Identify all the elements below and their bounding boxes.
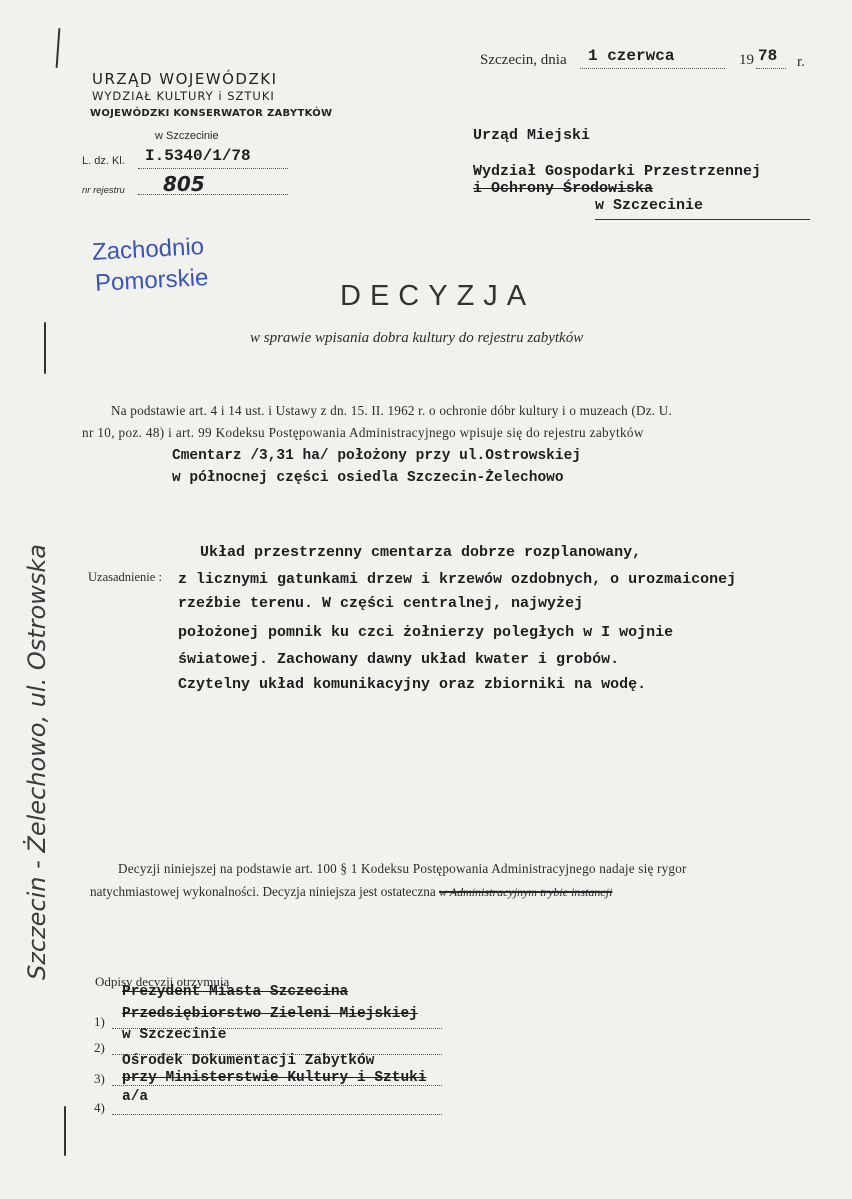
copies-number-2: 2) (94, 1040, 105, 1055)
date-prefix: Szczecin, dnia (480, 52, 567, 68)
register-label: nr rejestru (82, 185, 125, 196)
copies-entry-1: Prezydent Miasta Szczecina (122, 984, 349, 1000)
recipient-line2: Wydział Gospodarki Przestrzennej (473, 163, 762, 180)
rigor-line2 (90, 884, 612, 900)
copies-number-4: 4) (94, 1100, 105, 1115)
copies-entry-2: Przedsiębiorstwo Zieleni Miejskiej (122, 1006, 418, 1022)
justification-line4: światowej. Zachowany dawny układ kwater i grobów. (178, 651, 620, 668)
date-year-prefix: 19 (739, 52, 754, 68)
object-line2: w północnej części osiedla Szczecin-Żelechowo (172, 470, 564, 486)
rigor-line2-start: natychmiastowej wykonalności. Decyzja niniejsza jest ostateczna (90, 884, 436, 899)
copies-line-4 (112, 1114, 442, 1115)
overlay-stamp-line1: Zachodnio (91, 233, 205, 266)
sender-line2: WYDZIAŁ KULTURY i SZTUKI (92, 89, 275, 103)
copies-number-3: 3) (94, 1071, 105, 1086)
margin-handwritten-note: Szczecin - Żelechowo, ul. Ostrowska (23, 544, 51, 980)
margin-mark-middle (44, 322, 46, 374)
document-subtitle: w sprawie wpisania dobra kultury do rejestru zabytków (250, 330, 584, 346)
document-title: DECYZJA (340, 280, 536, 312)
justification-line1: Układ przestrzenny cmentarza dobrze rozplanowany, (200, 544, 642, 561)
copies-heading: Odpisy decyzji otrzymują (95, 974, 230, 989)
copies-entry-3: w Szczecinie (122, 1027, 227, 1043)
legal-basis-line2: nr 10, poz. 48) i art. 99 Kodeksu Postępowania Administracyjnego wpisuje się do rejestru zabytków (82, 425, 644, 440)
sender-line3: WOJEWÓDZKI KONSERWATOR ZABYTKÓW (90, 108, 333, 119)
copies-entry-4: Ośrodek Dokumentacji Zabytków (122, 1053, 375, 1069)
justification-line2: z licznymi gatunkami drzew i krzewów ozdobnych, o urozmaiconej rzeźbie terenu. W części centralnej, najwyżej (178, 571, 737, 612)
justification-line5: Czytelny układ komunikacyjny oraz zbiorniki na wodę. (178, 676, 647, 693)
sender-line4: w Szczecinie (155, 130, 219, 142)
legal-basis-line1: Na podstawie art. 4 i 14 ust. i Ustawy z dn. 15. II. 1962 r. o ochronie dóbr kultury i o muzeach (Dz. U. (111, 403, 673, 418)
margin-mark-bottom (64, 1106, 66, 1156)
rigor-line1: Decyzji niniejszej na podstawie art. 100 § 1 Kodeksu Postępowania Administracyjnego nadaje się rygor (118, 861, 687, 876)
copies-number-1: 1) (94, 1014, 105, 1029)
copies-entry-6: a/a (122, 1089, 149, 1105)
register-value: 805 (163, 172, 205, 196)
justification-label: Uzasadnienie : (88, 570, 162, 584)
date-underline (580, 68, 725, 69)
date-year-suffix: 78 (758, 47, 778, 65)
date-year-r: r. (797, 54, 805, 70)
recipient-line3: i Ochrony Środowiska (473, 180, 654, 197)
recipient-underline (595, 219, 810, 220)
year-underline (756, 68, 786, 69)
margin-mark-top (56, 28, 61, 68)
reference-underline (138, 168, 288, 169)
rigor-line2-struck: w Administracyjnym trybie instancji (438, 885, 613, 899)
copies-entry-5: przy Ministerstwie Kultury i Sztuki (122, 1070, 427, 1086)
register-underline (138, 194, 288, 195)
reference-value: I.5340/1/78 (145, 147, 251, 165)
reference-label: L. dz. Kl. (82, 155, 125, 167)
sender-line1: URZĄD WOJEWÓDZKI (92, 70, 278, 88)
justification-line3: położonej pomnik ku czci żołnierzy poległych w I wojnie (178, 624, 674, 641)
date-day-month: 1 czerwca (588, 47, 675, 65)
date-line (480, 52, 567, 69)
recipient-line1: Urząd Miejski (473, 127, 591, 144)
recipient-line4: w Szczecinie (595, 197, 704, 214)
object-line1: Cmentarz /3,31 ha/ położony przy ul.Ostrowskiej (172, 448, 581, 464)
overlay-stamp-line2: Pomorskie (94, 264, 209, 297)
